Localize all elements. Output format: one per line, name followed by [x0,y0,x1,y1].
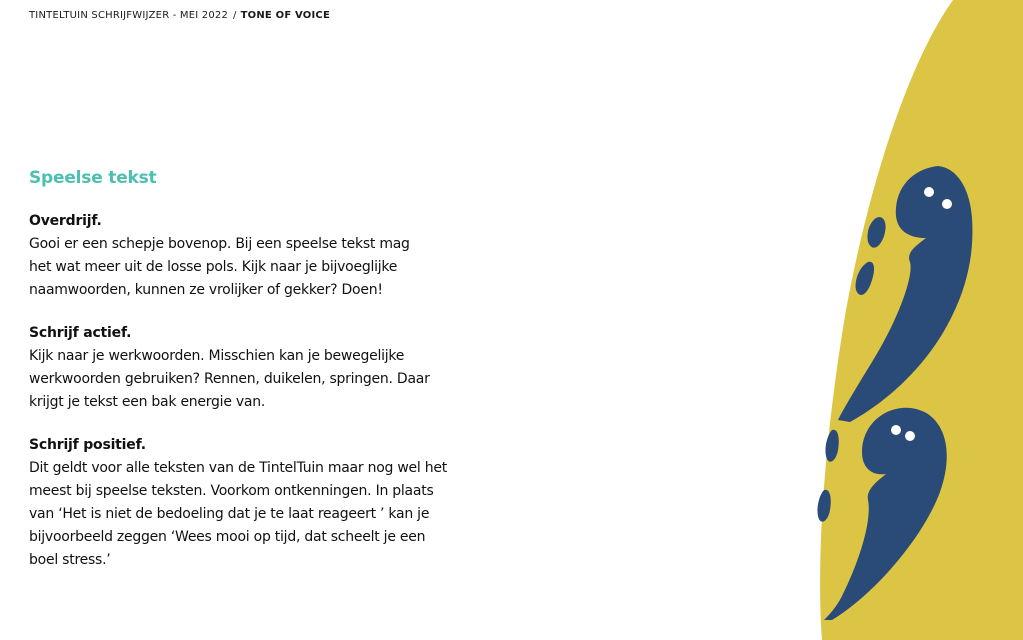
tip-title: Schrijf positief. [29,437,146,453]
tip-title: Overdrijf. [29,213,102,229]
tip-text: Gooi er een schepje bovenop. Bij een speelse tekst mag het wat meer uit de losse pols. Kijk naar je bijvoeglijke naamwoorden, kunnen ze vrolijker of gekker? Doen! [29,236,410,298]
tip-block [29,322,499,414]
tip-block [29,434,499,572]
eye-icon [891,425,901,435]
tip-block [29,210,499,302]
section-heading: Speelse tekst [29,168,157,188]
eye-icon [942,199,952,209]
page-header [29,10,330,21]
tip-title: Schrijf actief. [29,325,132,341]
header-separator: / [233,10,237,21]
creatures-illustration [810,0,1023,640]
tip-text: Kijk naar je werkwoorden. Misschien kan je bewegelijke werkwoorden gebruiken? Rennen, duikelen, springen. Daar krijgt je tekst een bak energie van. [29,348,430,410]
eye-icon [905,431,915,441]
eye-icon [924,187,934,197]
document-title: TINTELTUIN SCHRIJFWIJZER - MEI 2022 [29,10,229,21]
main-content [29,168,499,592]
section-title: TONE OF VOICE [240,10,330,21]
tip-text: Dit geldt voor alle teksten van de TintelTuin maar nog wel het meest bij speelse teksten. Voorkom ontkenningen. In plaats van ‘Het is niet de bedoeling dat je te laat reageert ’ kan je bijvoorbeeld zeggen ‘Wees mooi op tijd, dat scheelt je een boel stress.’ [29,460,447,568]
